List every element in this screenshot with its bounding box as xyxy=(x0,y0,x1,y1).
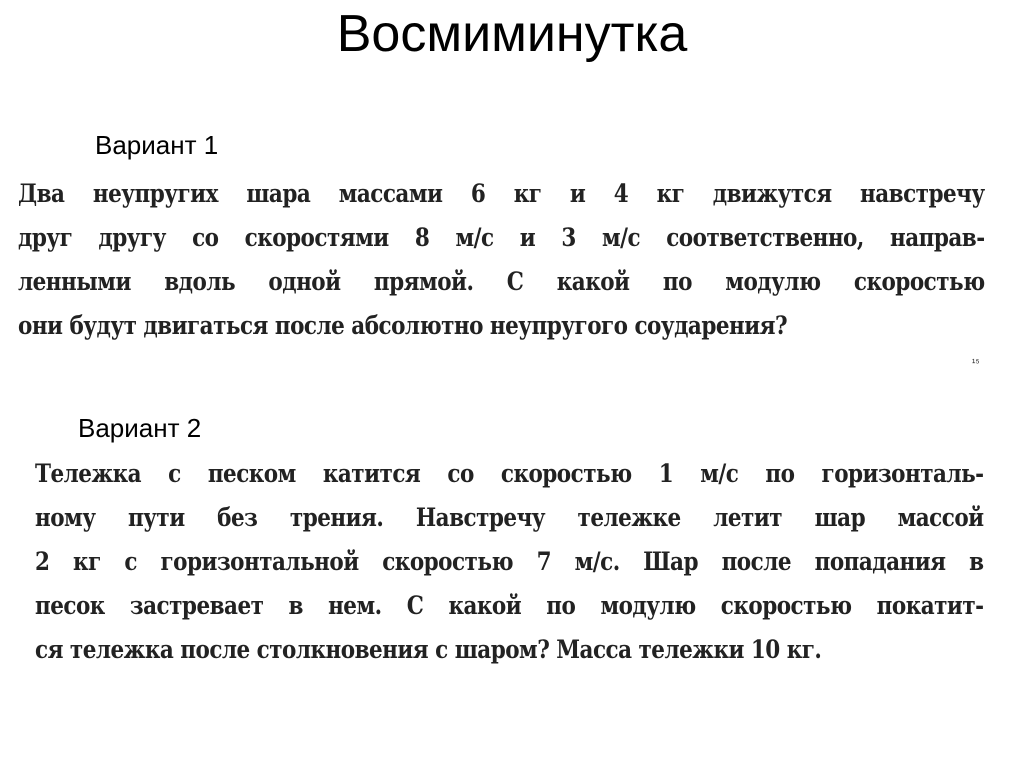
variant-1-label: Вариант 1 xyxy=(95,130,219,160)
variant-2-problem xyxy=(35,452,984,672)
page-number-fragment: ¹⁵ xyxy=(972,358,980,369)
problem-line: друг другу со скоростями 8 м/с и 3 м/с соответственно, направ- xyxy=(18,223,985,252)
variant-2-label: Вариант 2 xyxy=(78,413,202,443)
slide-title: Восмиминутка xyxy=(336,5,688,63)
problem-line: ному пути без трения. Навстречу тележке летит шар массой xyxy=(35,503,984,532)
problem-line: 2 кг с горизонтальной скоростью 7 м/с. Шар после попадания в xyxy=(35,547,984,576)
problem-line: ся тележка после столкновения с шаром? Масса тележки 10 кг. xyxy=(35,635,822,664)
variant-1-problem xyxy=(18,172,985,348)
problem-line: Два неупругих шара массами 6 кг и 4 кг движутся навстречу xyxy=(18,179,985,208)
problem-line: ленными вдоль одной прямой. С какой по модулю скоростью xyxy=(18,267,985,296)
problem-line: Тележка с песком катится со скоростью 1 м/с по горизонталь- xyxy=(35,459,984,488)
problem-line: песок застревает в нем. С какой по модулю скоростью покатит- xyxy=(35,591,984,620)
problem-line: они будут двигаться после абсолютно неупругого соударения? xyxy=(18,311,788,340)
